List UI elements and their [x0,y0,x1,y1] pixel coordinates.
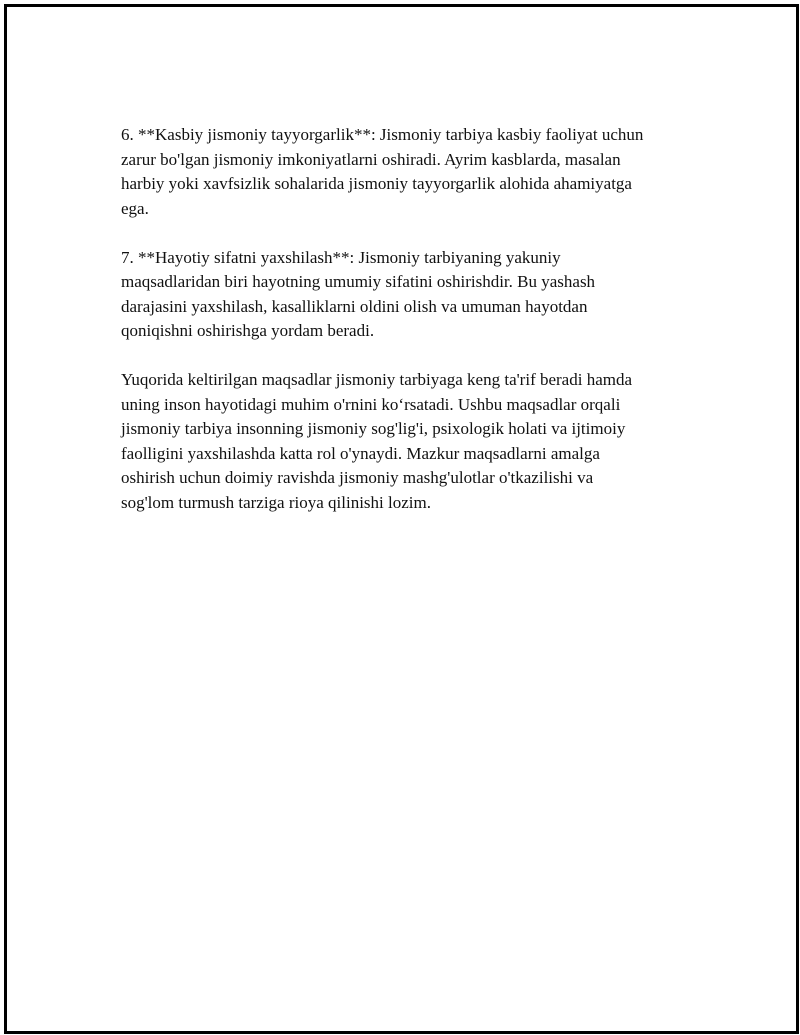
document-page [4,4,799,1034]
paragraph-professional-training: 6. **Kasbiy jismoniy tayyorgarlik**: Jismoniy tarbiya kasbiy faoliyat uchun zarur bo'lgan jismoniy imkoniyatlarni oshiradi. Ayrim kasblarda, masalan harbiy yoki xavfsizlik sohalarida jismoniy tayyorgarlik alohida ahamiyatga ega. [121,125,644,218]
paragraph-quality-of-life: 7. **Hayotiy sifatni yaxshilash**: Jismoniy tarbiyaning yakuniy maqsadlaridan biri hayotning umumiy sifatini oshirishdir. Bu yashash darajasini yaxshilash, kasalliklarni oldini olish va umuman hayotdan qoniqishni oshirishga yordam beradi. [121,247,596,340]
paragraph-conclusion: Yuqorida keltirilgan maqsadlar jismoniy tarbiyaga keng ta'rif beradi hamda uning inson hayotidagi muhim o'rnini ko‘rsatadi. Ushbu maqsadlar orqali jismoniy tarbiya insonning jismoniy sog'lig'i, psixologik holati va ijtimoiy faolligini yaxshilashda katta rol o'ynaydi. Mazkur maqsadlarni amalga oshirish uchun doimiy ravishda jismoniy mashg'ulotlar o'tkazilishi va sog'lom turmush tarziga rioya qilinishi lozim. [121,370,633,512]
document-body [121,123,701,540]
